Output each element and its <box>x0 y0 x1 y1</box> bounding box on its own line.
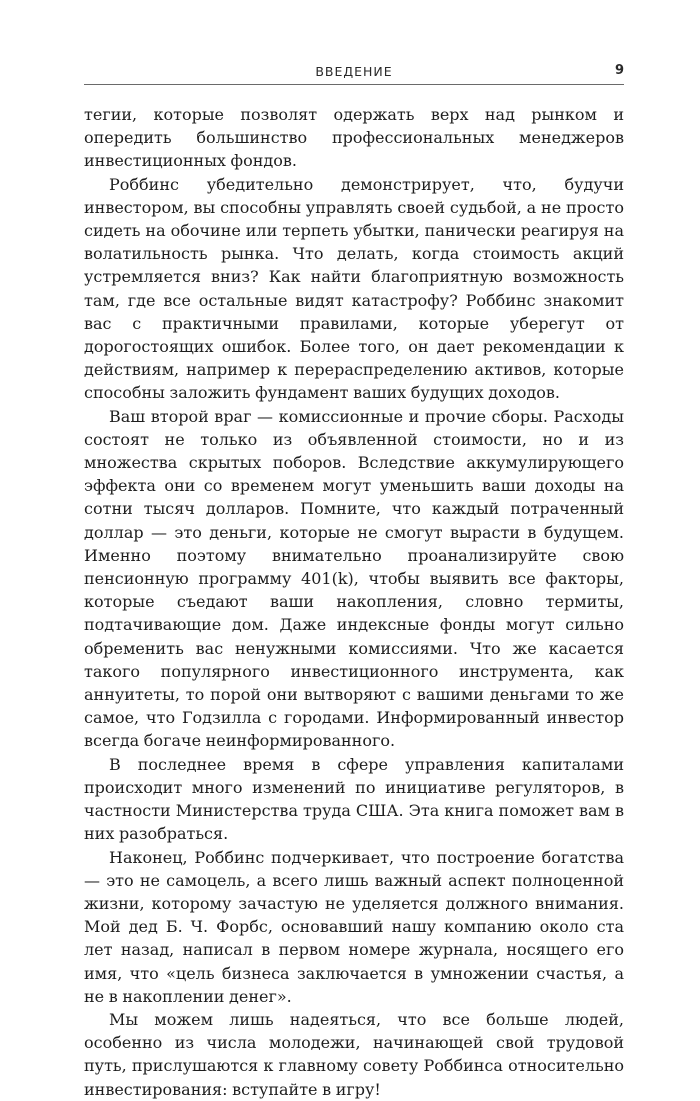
paragraph: Наконец, Роббинс подчеркивает, что построение богатства — это не самоцель, а всего лишь важный аспект полноценной жизни, которому зачастую не уделяется должного внимания. Мой дед Б. Ч. Форбс, основавший нашу компанию около ста лет назад, написал в первом номере журнала, носящего его имя, что «цель бизнеса заключается в умножении счастья, а не в накоплении денег». <box>84 847 624 1006</box>
chapter-title: ВВЕДЕНИЕ <box>315 64 393 79</box>
paragraph: В последнее время в сфере управления капиталами происходит много изменений по инициативе регуляторов, в частности Министерства труда США. Эта книга поможет вам в них разобраться. <box>84 754 624 844</box>
body-text <box>84 103 624 1101</box>
paragraph: Мы можем лишь надеяться, что все больше людей, особенно из числа молодежи, начинающей свой трудовой путь, прислушаются к главному совету Роббинса относительно инвестирования: вступайте в игру! <box>84 1009 624 1099</box>
paragraph: Ваш второй враг — комиссионные и прочие сборы. Расходы состоят не только из объявленной стоимости, но и из множества скрытых поборов. Вследствие аккумулирующего эффекта они со временем могут уменьшить ваши доходы на сотни тысяч долларов. Помните, что каждый потраченный доллар — это деньги, которые не смогут вырасти в будущем. Именно поэтому внимательно проанализируйте свою пенсионную программу 401(k), чтобы выявить все факторы, которые съедают ваши накопления, словно термиты, подтачивающие дом. Даже индексные фонды могут сильно обременить вас ненужными комиссиями. Что же касается такого популярного инвестиционного инструмента, как аннуитеты, то порой они вытворяют с вашими деньгами то же самое, что Годзилла с городами. Информированный инвестор всегда богаче неинформированного. <box>84 406 624 751</box>
running-header <box>84 62 624 82</box>
paragraph: Роббинс убедительно демонстрирует, что, будучи инвестором, вы способны управлять своей судьбой, а не просто сидеть на обочине или терпеть убытки, панически реагируя на волатильность рынка. Что делать, когда стоимость акций устремляется вниз? Как найти благоприятную возможность там, где все остальные видят катастрофу? Роббинс знакомит вас с практичными правилами, которые уберегут от дорогостоящих ошибок. Более того, он дает рекомендации к действиям, например к перераспределению активов, которые способны заложить фундамент ваших будущих доходов. <box>84 174 624 403</box>
page-number: 9 <box>614 63 624 78</box>
header-divider <box>84 84 624 85</box>
paragraph-continuation: тегии, которые позволят одержать верх над рынком и опередить большинство профессиональных менеджеров инвестиционных фондов. <box>84 105 624 171</box>
